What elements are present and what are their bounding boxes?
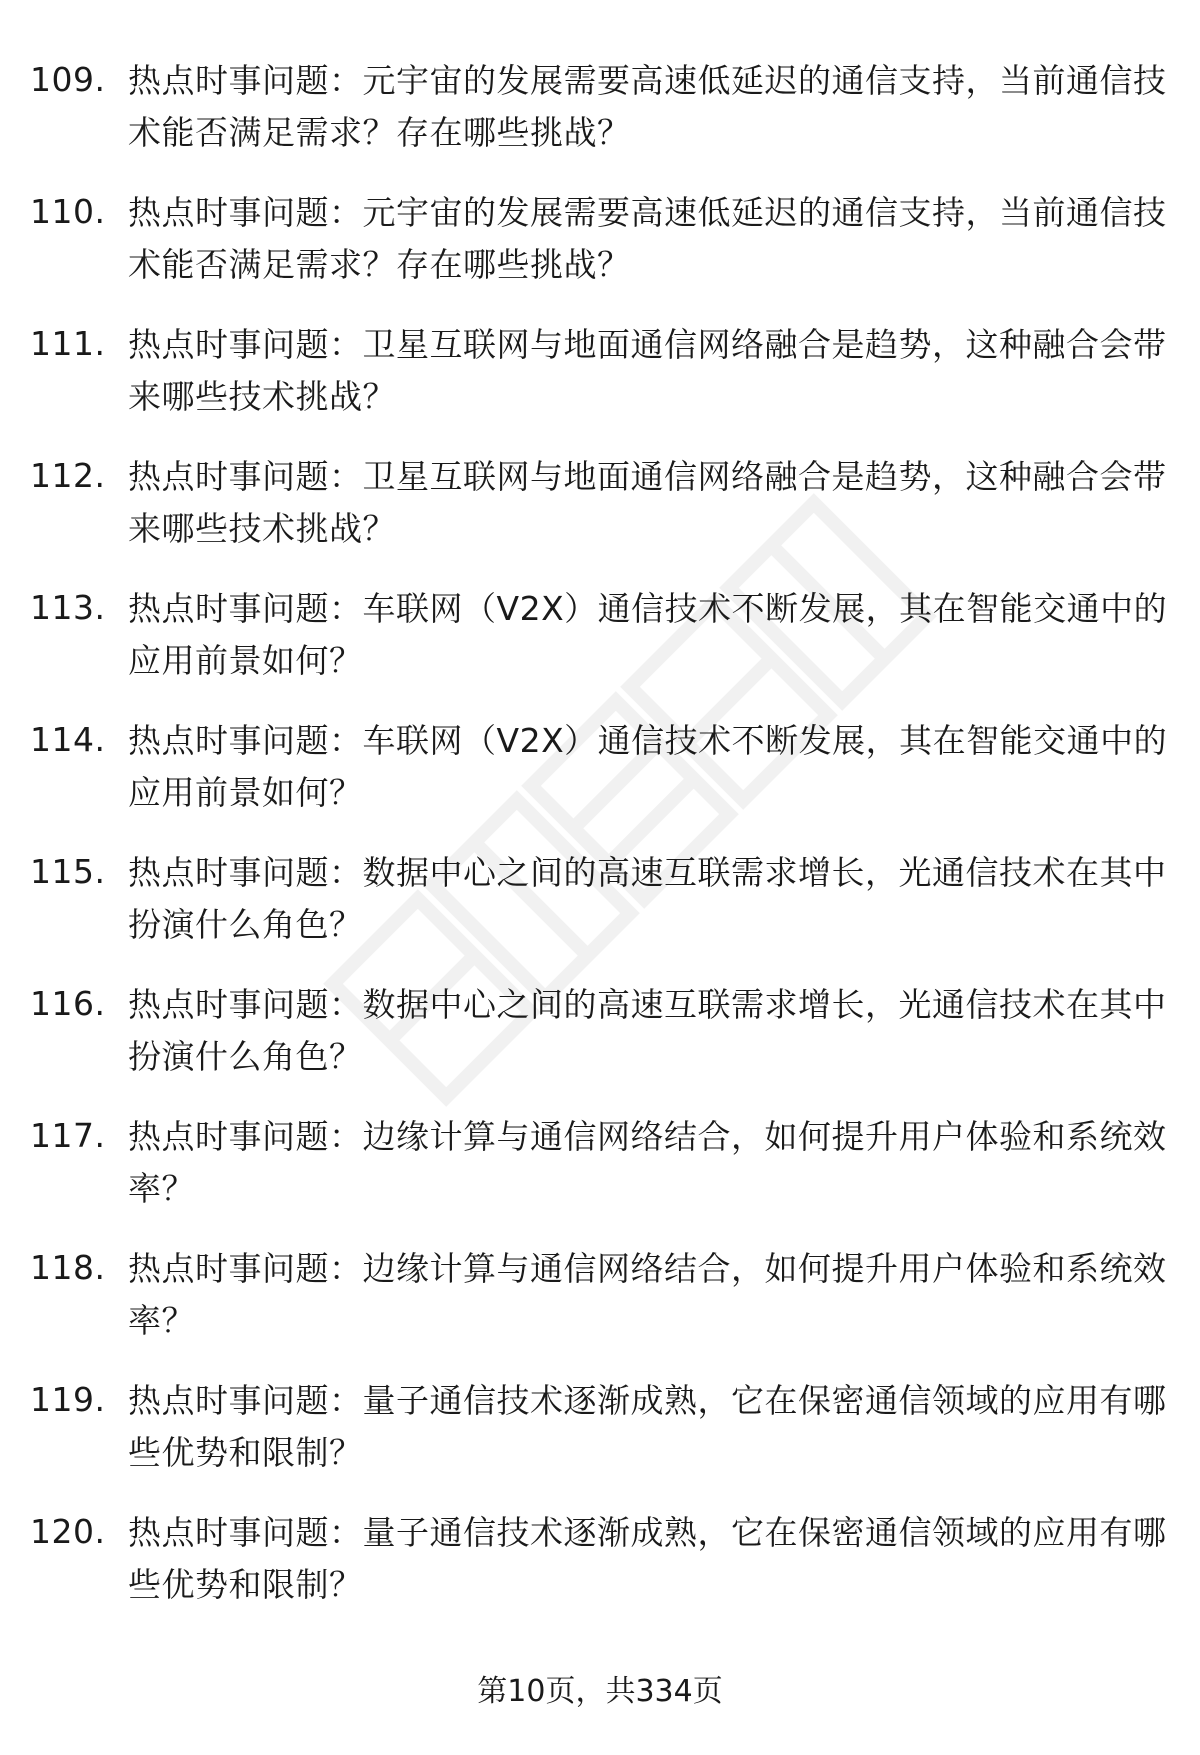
question-number: 112. (30, 456, 106, 495)
question-number: 109. (30, 60, 106, 99)
question-item (30, 1243, 1170, 1375)
question-number: 119. (30, 1380, 106, 1419)
question-item (30, 583, 1170, 715)
question-text: 热点时事问题：数据中心之间的高速互联需求增长，光通信技术在其中扮演什么角色？ (128, 853, 1167, 944)
question-text: 热点时事问题：元宇宙的发展需要高速低延迟的通信支持，当前通信技术能否满足需求？存在哪些挑战？ (128, 193, 1167, 284)
page-indicator: 第10页，共334页 (477, 1674, 723, 1709)
question-number: 116. (30, 984, 106, 1023)
question-item (30, 187, 1170, 319)
question-text: 热点时事问题：量子通信技术逐渐成熟，它在保密通信领域的应用有哪些优势和限制？ (128, 1513, 1167, 1604)
question-number: 118. (30, 1248, 106, 1287)
question-item (30, 1375, 1170, 1507)
question-item (30, 847, 1170, 979)
question-text: 热点时事问题：车联网（V2X）通信技术不断发展，其在智能交通中的应用前景如何？ (128, 721, 1168, 812)
question-text: 热点时事问题：元宇宙的发展需要高速低延迟的通信支持，当前通信技术能否满足需求？存在哪些挑战？ (128, 61, 1167, 152)
question-number: 120. (30, 1512, 106, 1551)
question-number: 115. (30, 852, 106, 891)
question-item (30, 1507, 1170, 1639)
question-item (30, 451, 1170, 583)
question-text: 热点时事问题：数据中心之间的高速互联需求增长，光通信技术在其中扮演什么角色？ (128, 985, 1167, 1076)
question-number: 117. (30, 1116, 106, 1155)
question-list (30, 55, 1170, 1639)
question-number: 114. (30, 720, 106, 759)
question-item (30, 715, 1170, 847)
question-item (30, 1111, 1170, 1243)
question-number: 110. (30, 192, 106, 231)
question-number: 113. (30, 588, 106, 627)
question-item (30, 979, 1170, 1111)
question-number: 111. (30, 324, 106, 363)
question-text: 热点时事问题：车联网（V2X）通信技术不断发展，其在智能交通中的应用前景如何？ (128, 589, 1168, 680)
question-item (30, 319, 1170, 451)
question-text: 热点时事问题：边缘计算与通信网络结合，如何提升用户体验和系统效率？ (128, 1249, 1167, 1340)
question-text: 热点时事问题：边缘计算与通信网络结合，如何提升用户体验和系统效率？ (128, 1117, 1167, 1208)
question-text: 热点时事问题：卫星互联网与地面通信网络融合是趋势，这种融合会带来哪些技术挑战？ (128, 457, 1167, 548)
question-text: 热点时事问题：量子通信技术逐渐成熟，它在保密通信领域的应用有哪些优势和限制？ (128, 1381, 1167, 1472)
question-text: 热点时事问题：卫星互联网与地面通信网络融合是趋势，这种融合会带来哪些技术挑战？ (128, 325, 1167, 416)
question-item (30, 55, 1170, 187)
